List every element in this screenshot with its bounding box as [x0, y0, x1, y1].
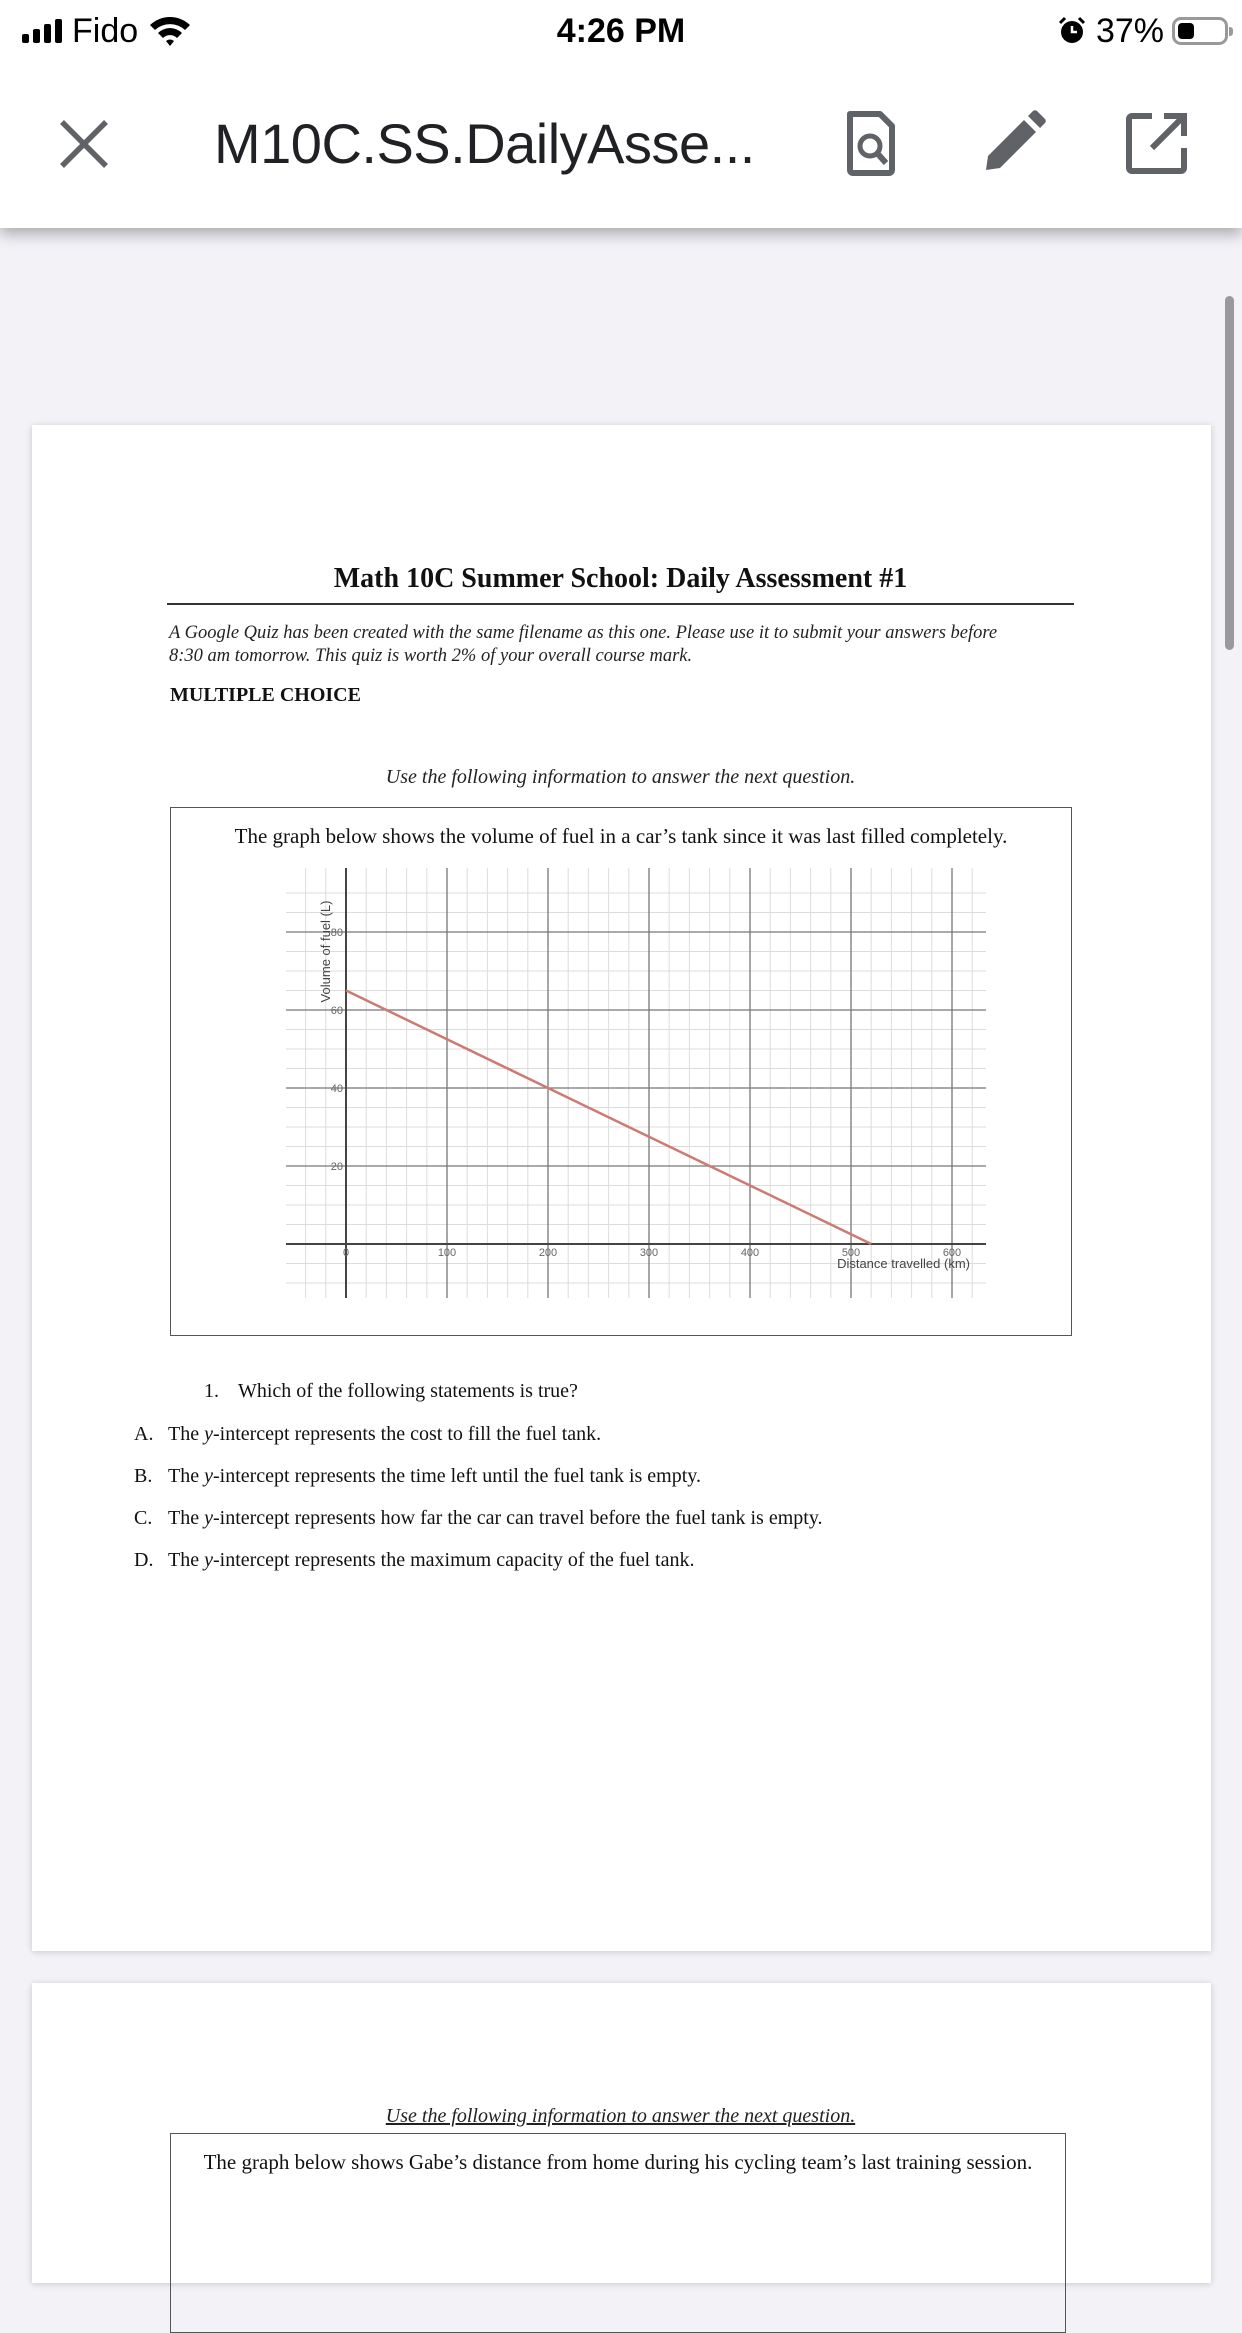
answer-option-c [134, 1507, 823, 1530]
svg-text:80: 80 [330, 927, 343, 939]
close-icon[interactable] [54, 114, 114, 174]
option-letter: B. [134, 1465, 153, 1487]
status-bar [0, 0, 1242, 62]
document-page-2 [32, 1983, 1211, 2283]
assessment-title: Math 10C Summer School: Daily Assessment #1 [333, 563, 908, 594]
question-text: Which of the following statements is true? [238, 1380, 578, 1402]
use-info-instruction-2: Use the following information to answer the next question. [385, 2105, 856, 2127]
option-text: The y-intercept represents the cost to fill the fuel tank. [168, 1423, 602, 1445]
document-title: M10C.SS.DailyAsse... [214, 112, 755, 175]
information-box-2 [170, 2133, 1066, 2333]
answer-option-a [134, 1423, 601, 1446]
open-external-icon[interactable] [1122, 108, 1192, 178]
pencil-icon[interactable] [978, 108, 1048, 178]
svg-text:400: 400 [740, 1247, 760, 1259]
svg-text:200: 200 [538, 1247, 558, 1259]
graph-description-2: The graph below shows Gabe’s distance from home during his cycling team’s last training session. [203, 2150, 1033, 2174]
status-left [22, 10, 192, 52]
option-text: The y-intercept represents the time left until the fuel tank is empty. [168, 1465, 701, 1487]
quiz-instructions [169, 622, 1079, 668]
carrier-name: Fido [72, 11, 139, 50]
option-letter: C. [134, 1507, 153, 1529]
svg-text:600: 600 [942, 1247, 962, 1259]
answer-option-b [134, 1465, 701, 1488]
option-text: The y-intercept represents how far the car can travel before the fuel tank is empty. [168, 1507, 823, 1529]
svg-text:500: 500 [841, 1247, 861, 1259]
option-letter: D. [134, 1549, 154, 1571]
information-box [170, 807, 1072, 1336]
svg-text:300: 300 [639, 1247, 659, 1259]
wifi-icon [148, 14, 192, 48]
answer-option-d [134, 1549, 694, 1572]
svg-text:0: 0 [342, 1247, 350, 1259]
question-number: 1. [204, 1380, 219, 1402]
svg-text:60: 60 [330, 1005, 343, 1017]
document-search-icon[interactable] [836, 108, 906, 178]
clock: 4:26 PM [556, 12, 686, 50]
instructions-line-2: 8:30 am tomorrow. This quiz is worth 2% of your overall course mark. [169, 646, 693, 666]
vertical-scrollbar[interactable] [1225, 296, 1234, 650]
instructions-line-1: A Google Quiz has been created with the same filename as this one. Please use it to submit your answers before [169, 623, 998, 643]
battery-icon [1172, 17, 1228, 45]
section-heading: MULTIPLE CHOICE [170, 684, 361, 706]
status-right [1056, 10, 1228, 52]
svg-text:40: 40 [330, 1083, 343, 1095]
svg-text:Distance travelled (km): Distance travelled (km) [837, 1256, 970, 1271]
use-info-instruction: Use the following information to answer the next question. [385, 766, 856, 788]
svg-text:Volume of fuel (L): Volume of fuel (L) [318, 900, 333, 1003]
option-letter: A. [134, 1423, 154, 1445]
option-text: The y-intercept represents the maximum capacity of the fuel tank. [168, 1549, 695, 1571]
alarm-icon [1056, 15, 1088, 47]
svg-text:20: 20 [330, 1161, 343, 1173]
graph-description: The graph below shows the volume of fuel in a car’s tank since it was last filled completely. [234, 824, 1008, 848]
svg-text:100: 100 [437, 1247, 457, 1259]
document-page-1 [32, 425, 1211, 1951]
signal-bars-icon [22, 19, 62, 43]
title-divider [167, 603, 1074, 605]
fuel-volume-graph [171, 808, 1071, 1335]
battery-percent: 37% [1095, 11, 1164, 50]
document-viewer-toolbar [0, 62, 1242, 228]
